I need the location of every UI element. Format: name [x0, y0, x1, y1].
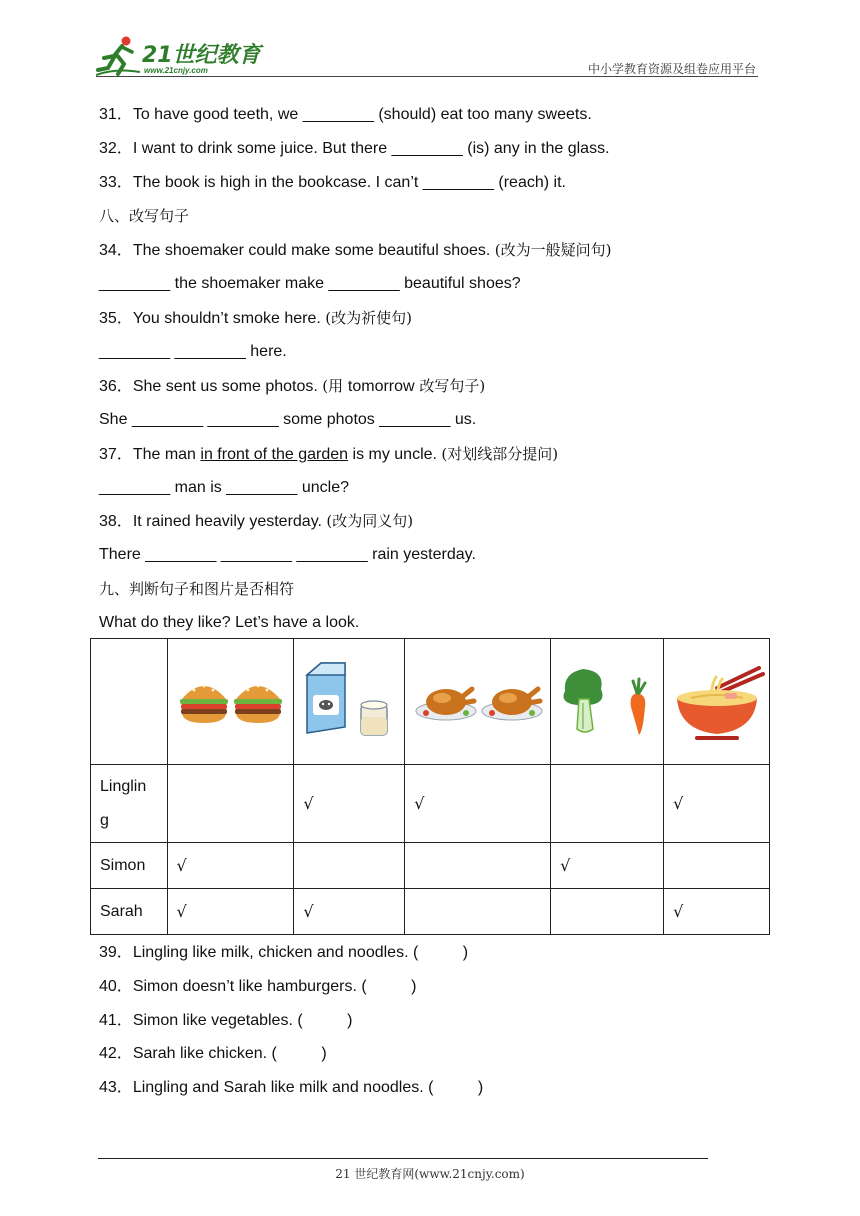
question-35-answer: ________ ________ here. — [99, 343, 287, 360]
question-37: 37．The man in front of the garden is my uncle. (对划线部分提问) — [99, 445, 559, 463]
intro-text: What do they like? Let’s have a look. — [99, 614, 360, 631]
chicken-icon — [408, 669, 548, 729]
section-9-heading: 九、判断句子和图片是否相符 — [99, 580, 295, 598]
vegetables-cell — [551, 639, 664, 765]
mark-cell — [405, 889, 551, 935]
vegetables-icon — [553, 659, 661, 739]
row-name-sarah: Sarah — [91, 889, 168, 935]
question-34-answer: ________ the shoemaker make ________ beautiful shoes? — [99, 275, 521, 292]
platform-name: 中小学教育资源及组卷应用平台 — [587, 62, 756, 76]
logo-text: 21世纪教育 — [142, 43, 261, 68]
hamburger-icon — [170, 669, 290, 729]
mark-cell — [664, 843, 770, 889]
question-33: 33．The book is high in the bookcase. I can’t ________ (reach) it. — [99, 174, 566, 191]
mark-cell: √ — [294, 889, 405, 935]
question-43: 43．Lingling and Sarah like milk and noodles. ( ) — [99, 1079, 484, 1096]
table-header-row — [91, 639, 770, 765]
question-35: 35．You shouldn’t smoke here. (改为祈使句) — [99, 309, 412, 327]
milk-icon — [297, 657, 401, 741]
row-name-simon: Simon — [91, 843, 168, 889]
question-32: 32．I want to drink some juice. But there ________ (is) any in the glass. — [99, 140, 610, 157]
mark-cell: √ — [167, 843, 294, 889]
question-34: 34．The shoemaker could make some beautiful shoes. (改为一般疑问句) — [99, 241, 612, 259]
question-38: 38．It rained heavily yesterday. (改为同义句) — [99, 512, 414, 530]
section-8-heading: 八、改写句子 — [99, 207, 190, 225]
table-row — [91, 765, 770, 843]
milk-cell — [294, 639, 405, 765]
question-40: 40．Simon doesn’t like hamburgers. ( ) — [99, 978, 417, 995]
mark-cell — [551, 765, 664, 843]
mark-cell: √ — [405, 765, 551, 843]
logo-url: www.21cnjy.com — [144, 66, 208, 75]
footer-divider — [98, 1158, 708, 1159]
question-37-answer: ________ man is ________ uncle? — [99, 479, 349, 496]
site-logo — [96, 34, 266, 76]
chicken-cell — [405, 639, 551, 765]
table-row — [91, 843, 770, 889]
noodles-cell — [664, 639, 770, 765]
mark-cell — [405, 843, 551, 889]
table-row — [91, 889, 770, 935]
mark-cell: √ — [167, 889, 294, 935]
page-header — [96, 30, 756, 78]
question-42: 42．Sarah like chicken. ( ) — [99, 1045, 327, 1062]
header-divider — [96, 76, 758, 77]
question-41: 41．Simon like vegetables. ( ) — [99, 1012, 353, 1029]
question-36: 36．She sent us some photos. (用 tomorrow 改写句子) — [99, 377, 486, 395]
row-name-lingling: Linglin g — [91, 765, 168, 843]
food-table — [90, 638, 770, 935]
mark-cell: √ — [664, 889, 770, 935]
question-39: 39．Lingling like milk, chicken and noodles. ( ) — [99, 944, 469, 961]
question-36-answer: She ________ ________ some photos ________ us. — [99, 411, 477, 428]
mark-cell: √ — [664, 765, 770, 843]
mark-cell: √ — [294, 765, 405, 843]
hamburger-cell — [167, 639, 294, 765]
page-footer: 21 世纪教育网(www.21cnjy.com) — [335, 1167, 525, 1181]
question-31: 31．To have good teeth, we ________ (should) eat too many sweets. — [99, 106, 592, 123]
mark-cell — [167, 765, 294, 843]
noodles-icon — [667, 654, 767, 744]
mark-cell — [551, 889, 664, 935]
mark-cell — [294, 843, 405, 889]
mark-cell: √ — [551, 843, 664, 889]
table-corner-cell — [91, 639, 168, 765]
question-38-answer: There ________ ________ ________ rain yesterday. — [99, 546, 476, 563]
runner-icon — [96, 34, 142, 76]
